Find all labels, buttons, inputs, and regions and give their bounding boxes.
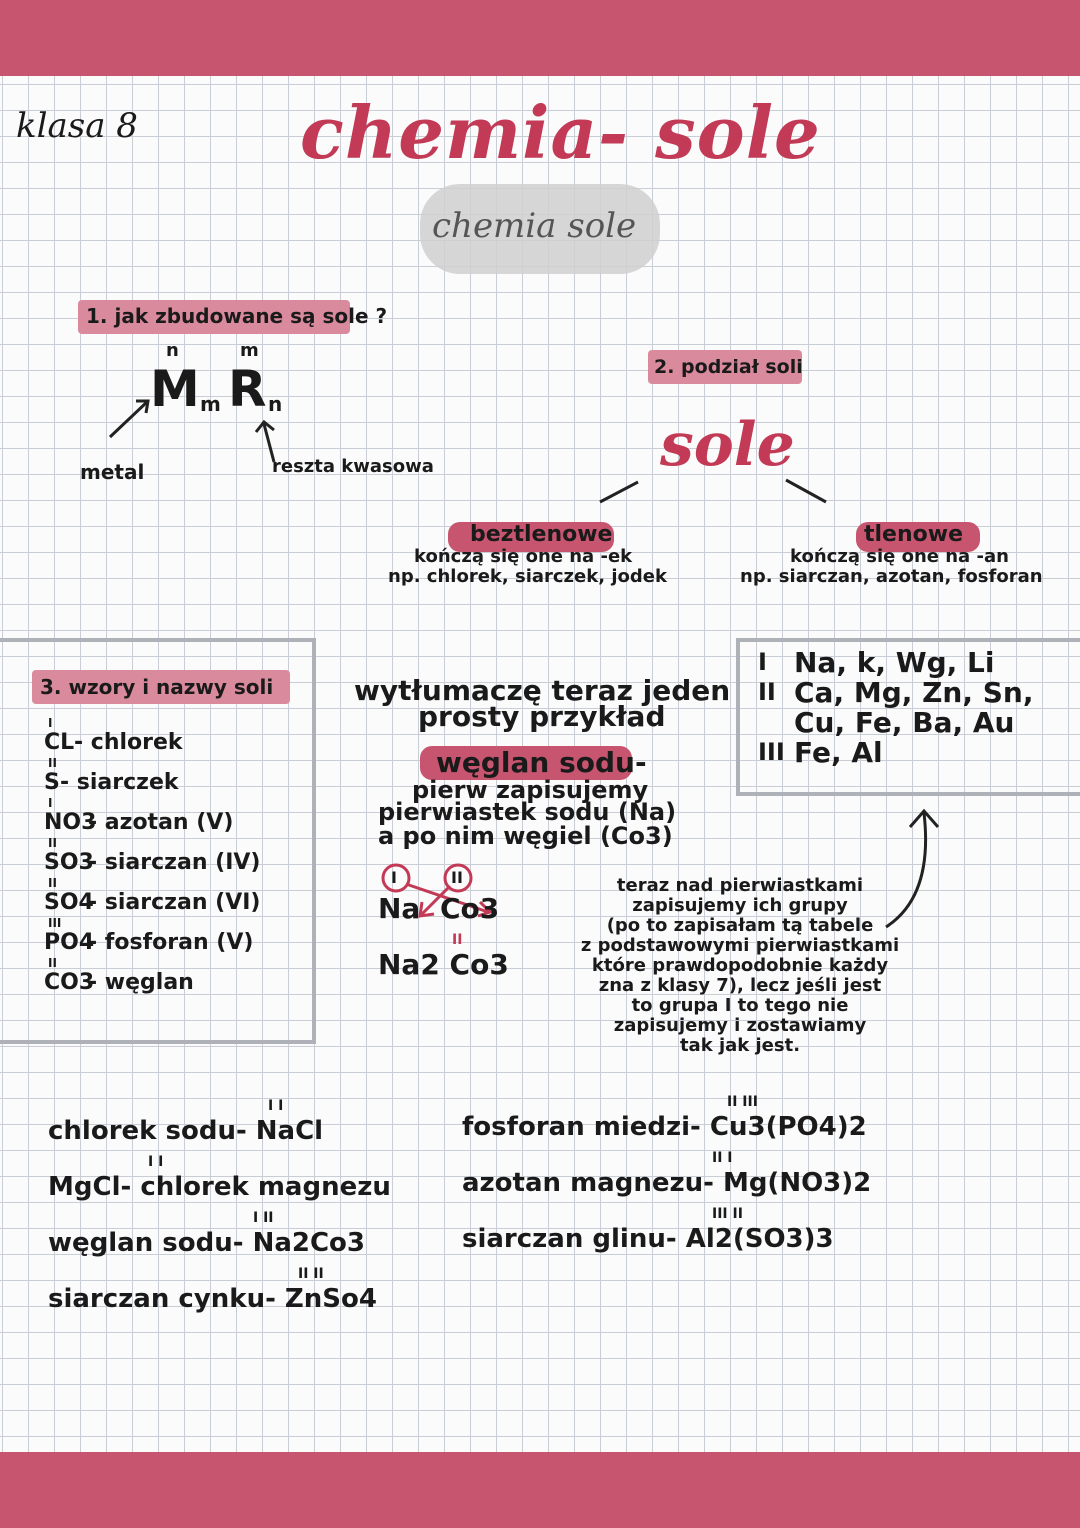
page-title: chemia- sole: [300, 90, 821, 175]
salt-name: - siarczan (IV): [88, 850, 261, 875]
note-line: tak jak jest.: [679, 1035, 801, 1056]
salt-formula: NO3: [44, 810, 97, 835]
valence-roman: II: [758, 678, 776, 706]
tlenowe-line2: np. siarczan, azotan, fosforan: [740, 566, 1043, 587]
note-line: zna z klasy 7), lecz jeśli jest: [598, 975, 882, 996]
salt-name: - siarczan (VI): [88, 890, 261, 915]
salt-formula: SO4: [44, 890, 94, 915]
example-valence: II II: [298, 1266, 324, 1282]
label-metal: metal: [80, 460, 145, 484]
beztlenowe-line2: np. chlorek, siarczek, jodek: [388, 566, 667, 587]
class-label: klasa 8: [16, 106, 138, 146]
beztlenowe-title: beztlenowe: [470, 522, 613, 547]
explain-line5: a po nim węgiel (Co3): [378, 822, 673, 850]
salt-valence: III: [48, 916, 62, 930]
top-banner: [0, 0, 1080, 76]
explain-highlight: węglan sodu-: [436, 746, 647, 779]
formula-top-na: Na: [378, 892, 421, 925]
explain-line2: prosty przykład: [418, 700, 666, 733]
beztlenowe-line1: kończą się one na -ek: [414, 546, 633, 567]
example-valence: I II: [253, 1210, 274, 1226]
valence-elements: Cu, Fe, Ba, Au: [794, 706, 1015, 739]
valence-elements: Na, k, Wg, Li: [794, 646, 995, 679]
example-valence: I I: [148, 1154, 164, 1170]
salt-valence: II: [48, 756, 57, 770]
example-text: węglan sodu- Na2Co3: [48, 1228, 366, 1258]
salt-valence: I: [48, 796, 53, 810]
section3-heading: 3. wzory i nazwy soli: [40, 675, 274, 699]
subscript-m: m: [200, 392, 221, 416]
example-text: azotan magnezu- Mg(NO3)2: [462, 1168, 872, 1198]
valence-elements: Ca, Mg, Zn, Sn,: [794, 676, 1034, 709]
salt-valence: I: [48, 716, 53, 730]
valence-elements: Fe, Al: [794, 736, 883, 769]
formula-bottom-valence: II: [452, 932, 463, 948]
explain-line1: wytłumaczę teraz jeden: [354, 674, 731, 707]
note-line: to grupa I to tego nie: [631, 995, 849, 1016]
salt-formula: S: [44, 770, 60, 795]
salt-formula: PO4: [44, 930, 95, 955]
example-text: chlorek sodu- NaCl: [48, 1116, 324, 1146]
tlenowe-title: tlenowe: [864, 522, 963, 547]
valence-roman: III: [758, 738, 785, 766]
section1-heading: 1. jak zbudowane są sole ?: [86, 304, 388, 328]
formula-top-co: Co3: [440, 892, 500, 925]
salt-name: - siarczek: [60, 770, 179, 795]
subscript-n: n: [268, 392, 283, 416]
formula-metal: M: [150, 360, 200, 418]
salt-formula: CO3: [44, 970, 95, 995]
example-valence: III II: [712, 1206, 743, 1222]
salt-name: - fosforan (V): [88, 930, 254, 955]
salt-formula: CL: [44, 730, 75, 755]
section2-heading: 2. podział soli: [654, 356, 803, 378]
note-line: (po to zapisałam tą tabele: [606, 915, 874, 936]
example-text: MgCl- chlorek magnezu: [48, 1172, 391, 1202]
valence-right: II: [451, 868, 463, 887]
valence-roman: I: [758, 648, 767, 676]
example-valence: II III: [727, 1094, 758, 1110]
salt-name: - węglan: [88, 970, 194, 995]
note-block: [540, 876, 940, 1056]
example-text: siarczan cynku- ZnSo4: [48, 1284, 377, 1314]
formula-rest: R: [228, 360, 267, 418]
formula-bottom: Na2 Co3: [378, 948, 509, 981]
salt-valence: II: [48, 876, 57, 890]
note-line: zapisujemy i zostawiamy: [613, 1015, 867, 1036]
note-line: które prawdopodobnie każdy: [591, 955, 889, 976]
salt-formula: SO3: [44, 850, 94, 875]
valence-left: I: [391, 868, 397, 887]
salt-valence: II: [48, 956, 57, 970]
example-text: siarczan glinu- Al2(SO3)3: [462, 1224, 834, 1254]
superscript-m: m: [240, 340, 259, 361]
sole-center: sole: [660, 410, 795, 480]
explain-line4: pierwiastek sodu (Na): [378, 798, 677, 826]
salt-valence: II: [48, 836, 57, 850]
note-line: z podstawowymi pierwiastkami: [580, 935, 900, 956]
label-rest: reszta kwasowa: [272, 456, 434, 477]
arrow-to-metal-icon: [100, 395, 160, 445]
example-text: fosforan miedzi- Cu3(PO4)2: [462, 1112, 867, 1142]
tlenowe-line1: kończą się one na -an: [790, 546, 1009, 567]
example-valence: I I: [268, 1098, 284, 1114]
note-line: teraz nad pierwiastkami: [616, 875, 864, 896]
explain-line3: pierw zapisujemy: [412, 776, 649, 804]
salt-name: - azotan (V): [88, 810, 234, 835]
page-subtitle: chemia sole: [432, 206, 637, 246]
superscript-n: n: [166, 340, 179, 361]
note-line: zapisujemy ich grupy: [632, 895, 848, 916]
salt-name: - chlorek: [74, 730, 183, 755]
example-valence: II I: [712, 1150, 733, 1166]
branch-lines-icon: [590, 470, 840, 510]
bottom-banner: [0, 1452, 1080, 1528]
